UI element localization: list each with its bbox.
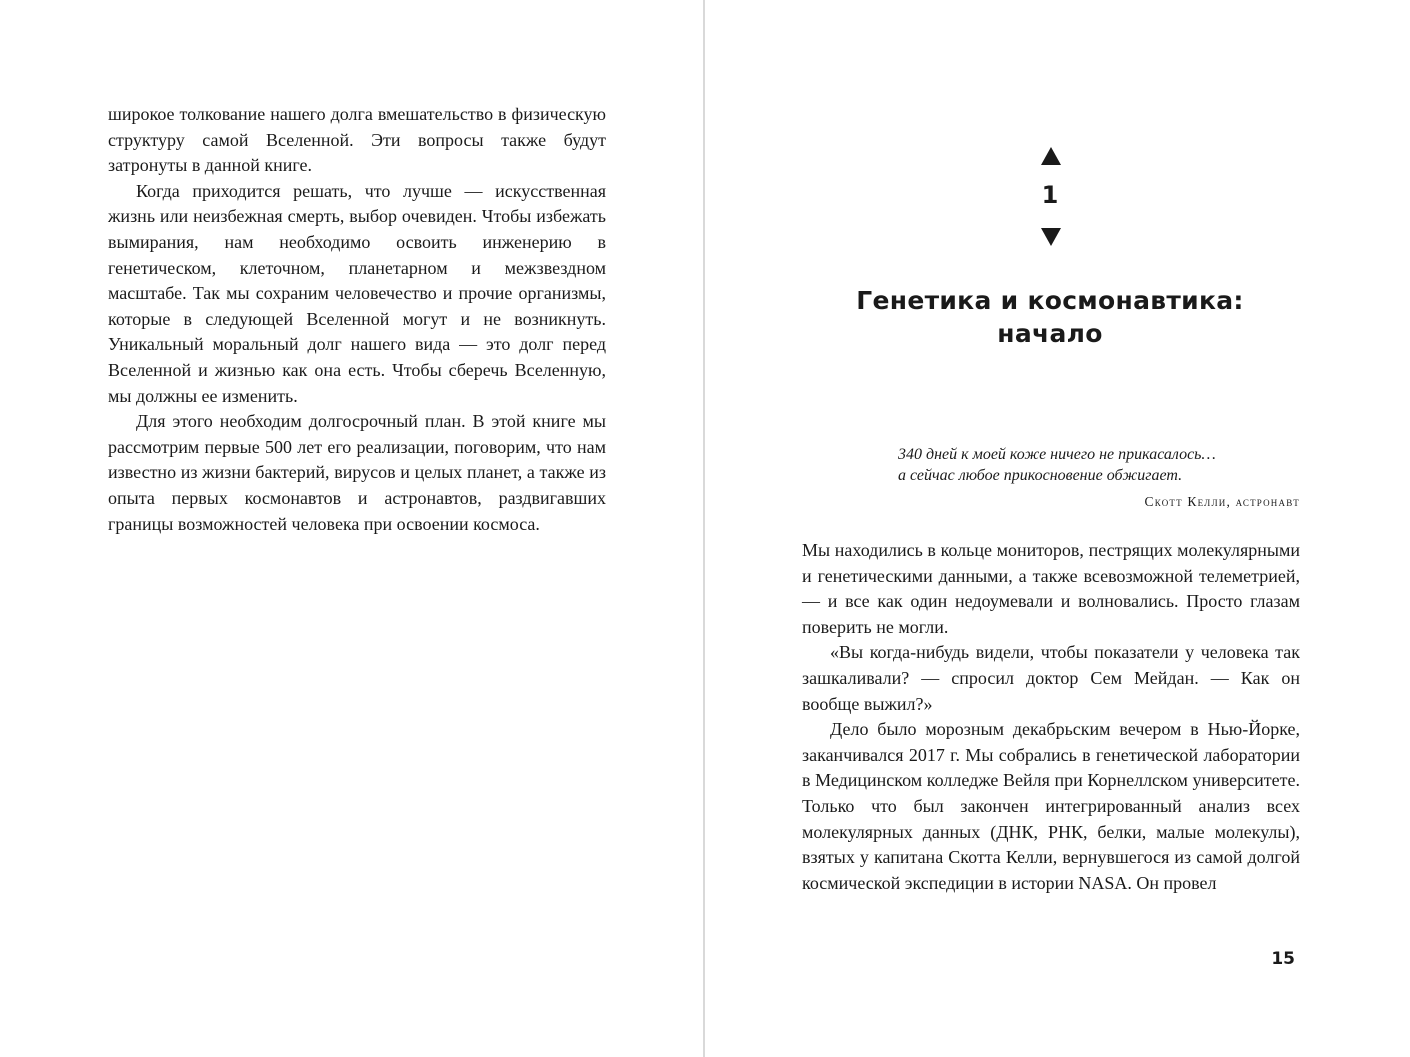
triangle-up-icon (1041, 147, 1061, 165)
right-paragraph-1: Мы находились в кольце мониторов, пестрящих молекулярными и генетическими данными, а также всевозможной телеметрией, — и все как один недоумевали и волновались. Просто глазам поверить не могли. (802, 540, 1300, 637)
epigraph-line-2: а сейчас любое прикосновение обжигает. (898, 467, 1183, 484)
chapter-title-line-2: начало (997, 319, 1103, 348)
chapter-number: 1 (1041, 181, 1059, 209)
left-paragraph-1: широкое толкование нашего долга вмешательство в физическую структуру самой Вселенной. Эти вопросы также будут затронуты в данной книге. (108, 104, 606, 176)
left-body-text (108, 102, 606, 537)
right-paragraph-3: Дело было морозным декабрьским вечером в Нью-Йорке, заканчивался 2017 г. Мы собрались в генетической лаборатории в Медицинском колледже Вейля при Корнеллском университете. Только что был закончен интегрированный анализ всех молекулярных данных (ДНК, РНК, белки, малые молекулы), взятых у капитана Скотта Келли, вернувшегося из самой долгой космической экспедиции в истории NASA. Он провел (802, 719, 1300, 893)
epigraph (898, 444, 1300, 486)
chapter-title-line-1: Генетика и космонавтика: (856, 286, 1244, 315)
right-page (705, 0, 1410, 1057)
left-paragraph-2: Когда приходится решать, что лучше — искусственная жизнь или неизбежная смерть, выбор очевиден. Чтобы избежать вымирания, нам необходимо освоить инженерию в генетическом, клеточном, планетарном и межзвездном масштабе. Так мы сохраним человечество и прочие организмы, которые в следующей Вселенной могут и не возникнуть. Уникальный моральный долг нашего вида — это долг перед Вселенной и жизнью как она есть. Чтобы сберечь Вселенную, мы должны ее изменить. (108, 180, 606, 406)
epigraph-author: Скотт Келли, астронавт (1144, 494, 1300, 509)
epigraph-line-1: 340 дней к моей коже ничего не прикасалось… (898, 446, 1216, 463)
left-page (0, 0, 703, 1057)
triangle-down-icon (1041, 228, 1061, 246)
page-number: 15 (1271, 949, 1295, 969)
left-paragraph-3: Для этого необходим долгосрочный план. В этой книге мы рассмотрим первые 500 лет его реализации, поговорим, что нам известно из жизни бактерий, вирусов и целых планет, а также из опыта первых космонавтов и астронавтов, раздвигавших границы возможностей человека при освоении космоса. (108, 411, 606, 534)
right-paragraph-2: «Вы когда-нибудь видели, чтобы показатели у человека так зашкаливали? — спросил доктор Сем Мейдан. — Как он вообще выжил?» (802, 642, 1300, 714)
chapter-title (765, 284, 1335, 350)
right-body-text (802, 538, 1300, 896)
